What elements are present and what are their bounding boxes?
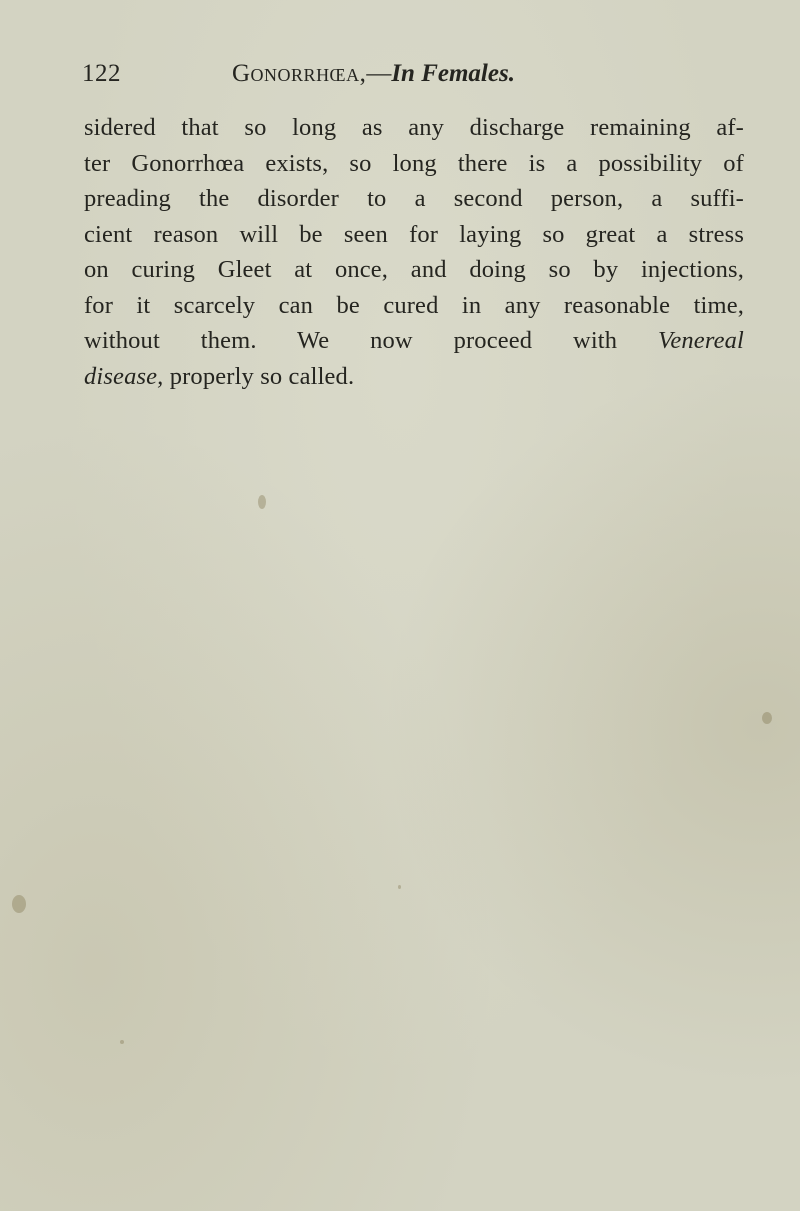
running-head-subject: Gonorrhœa, bbox=[232, 60, 367, 87]
text-line-5: on curing Gleet at once, and doing so by injections, bbox=[84, 256, 744, 283]
paper-speck bbox=[12, 895, 26, 913]
text-line-8-italic: disease, bbox=[84, 362, 164, 390]
running-head-dash: — bbox=[366, 60, 392, 87]
page-number: 122 bbox=[82, 60, 121, 87]
running-head-title bbox=[232, 54, 515, 94]
running-head-section: In Females. bbox=[391, 60, 515, 87]
text-line-4: cient reason will be seen for laying so great a stress bbox=[84, 220, 744, 248]
paper-speck bbox=[120, 1040, 124, 1044]
running-head bbox=[82, 54, 702, 94]
text-line-7-italic: Venereal bbox=[657, 327, 744, 354]
paper-speck bbox=[398, 885, 401, 889]
text-line-6: for it scarcely can be cured in any reasonable time, bbox=[84, 291, 744, 319]
text-line-1: sidered that so long as any discharge remaining af- bbox=[84, 114, 744, 141]
text-line-7-plain: without them. We now proceed with bbox=[84, 327, 658, 354]
text-line-7 bbox=[84, 323, 744, 359]
paper-speck bbox=[258, 495, 266, 509]
text-line-3: preading the disorder to a second person, a suffi- bbox=[84, 185, 744, 212]
text-line-8-plain: properly so called. bbox=[163, 362, 355, 390]
text-line-8 bbox=[84, 359, 744, 395]
text-line-2: ter Gonorrhœa exists, so long there is a possibility of bbox=[84, 149, 744, 177]
paper-speck bbox=[762, 712, 772, 724]
body-paragraph bbox=[84, 110, 744, 394]
